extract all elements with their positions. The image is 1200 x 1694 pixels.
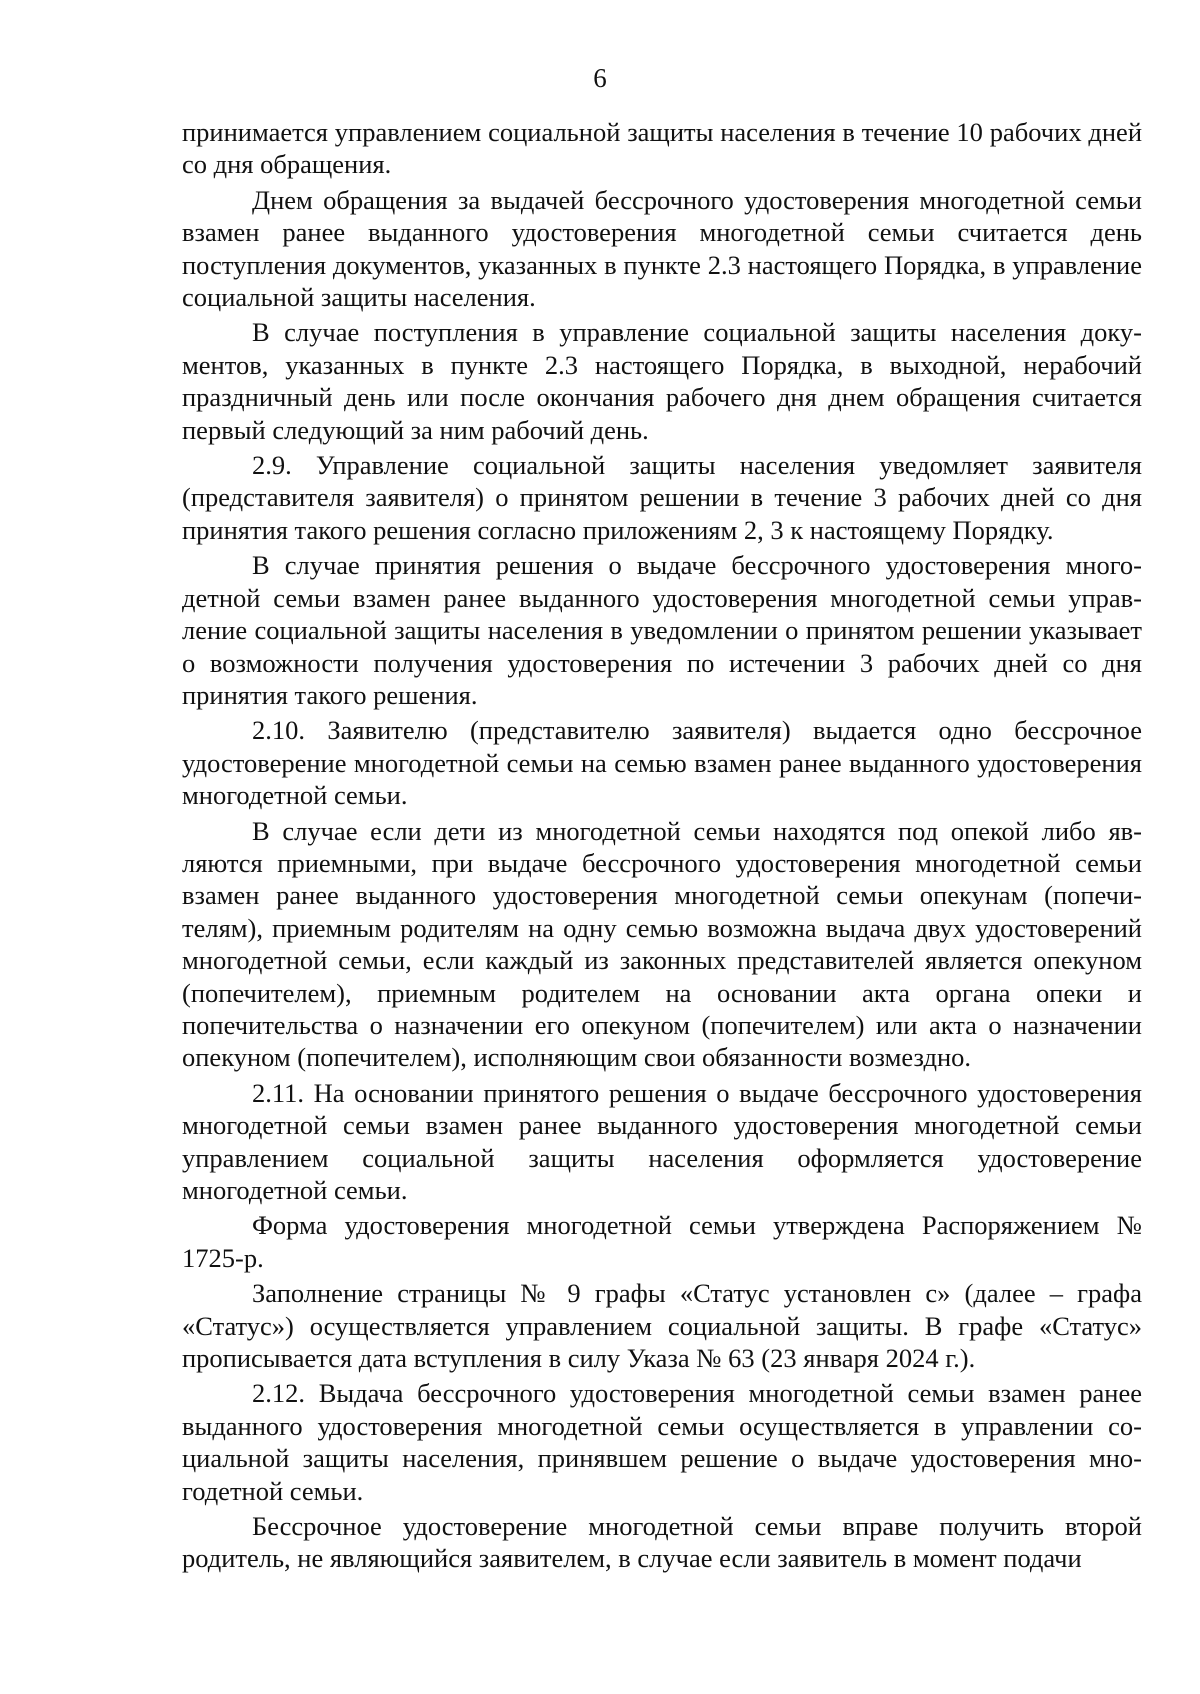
paragraph: Форма удостоверения многодетной семьи утверждена Распоряжением № 1725-р.	[182, 1210, 1142, 1273]
document-body	[182, 116, 1142, 1578]
paragraph: Бессрочное удостоверение многодетной семьи вправе получить второй родитель, не являющийся заявителем, в случае если заявитель в момент подачи	[182, 1511, 1142, 1574]
paragraph: 2.12. Выдача бессрочного удостоверения многодетной семьи взамен ранее выданного удостоверения многодетной семьи осуществляется в управлении социальной защиты населения, принявшем решение о выдаче удостоверения многодетной семьи.	[182, 1378, 1142, 1506]
paragraph: 2.11. На основании принятого решения о выдаче бессрочного удостоверения многодетной семьи взамен ранее выданного удостоверения многодетной семьи управлением социальной защиты населения оформляется удостоверение многодетной семьи.	[182, 1077, 1142, 1205]
paragraph: принимается управлением социальной защиты населения в течение 10 рабочих дней со дня обращения.	[182, 117, 1142, 180]
paragraph: Днем обращения за выдачей бессрочного удостоверения многодетной семьи взамен ранее выданного удостоверения многодетной семьи считается день поступления документов, указанных в пункте 2.3 настоящего Порядка, в управление социальной защиты населения.	[182, 184, 1142, 313]
paragraph: В случае если дети из многодетной семьи находятся под опекой либо являются приемными, при выдаче бессрочного удостоверения многодетной семьи взамен ранее выданного удостоверения многодетной семьи опекунам (попечителям), приемным родителям на одну семью возможна выдача двух удостоверений многодетной семьи, если каждый из законных представителей является опекуном (попечителем), приемным родителем на основании акта органа опеки и попечительства о назначении его опекуном (попечителем) или акта о назначении опекуном (попечителем), исполняющим свои обязанности возмездно.	[182, 815, 1142, 1073]
paragraph: В случае принятия решения о выдаче бессрочного удостоверения многодетной семьи взамен ранее выданного удостоверения многодетной семьи управление социальной защиты населения в уведомлении о принятом решении указывает о возможности получения удостоверения по истечении 3 рабочих дней со дня принятия такого решения.	[182, 550, 1142, 710]
paragraph: 2.9. Управление социальной защиты населения уведомляет заявителя (представителя заявителя) о принятом решении в течение 3 рабочих дней со дня принятия такого решения согласно приложениям 2, 3 к настоящему Порядку.	[182, 450, 1142, 545]
paragraph: В случае поступления в управление социальной защиты населения документов, указанных в пункте 2.3 настоящего Порядка, в выходной, нерабочий праздничный день или после окончания рабочего дня днем обращения считается первый следующий за ним рабочий день.	[182, 317, 1142, 445]
paragraph: Заполнение страницы № 9 графы «Статус установлен с» (далее – графа «Статус») осуществляется управлением социальной защиты. В графе «Статус» прописывается дата вступления в силу Указа № 63 (23 января 2024 г.).	[182, 1278, 1142, 1374]
paragraph: 2.10. Заявителю (представителю заявителя) выдается одно бессрочное удостоверение многодетной семьи на семью взамен ранее выданного удостоверения многодетной семьи.	[182, 715, 1142, 811]
page-number: 6	[593, 63, 607, 93]
